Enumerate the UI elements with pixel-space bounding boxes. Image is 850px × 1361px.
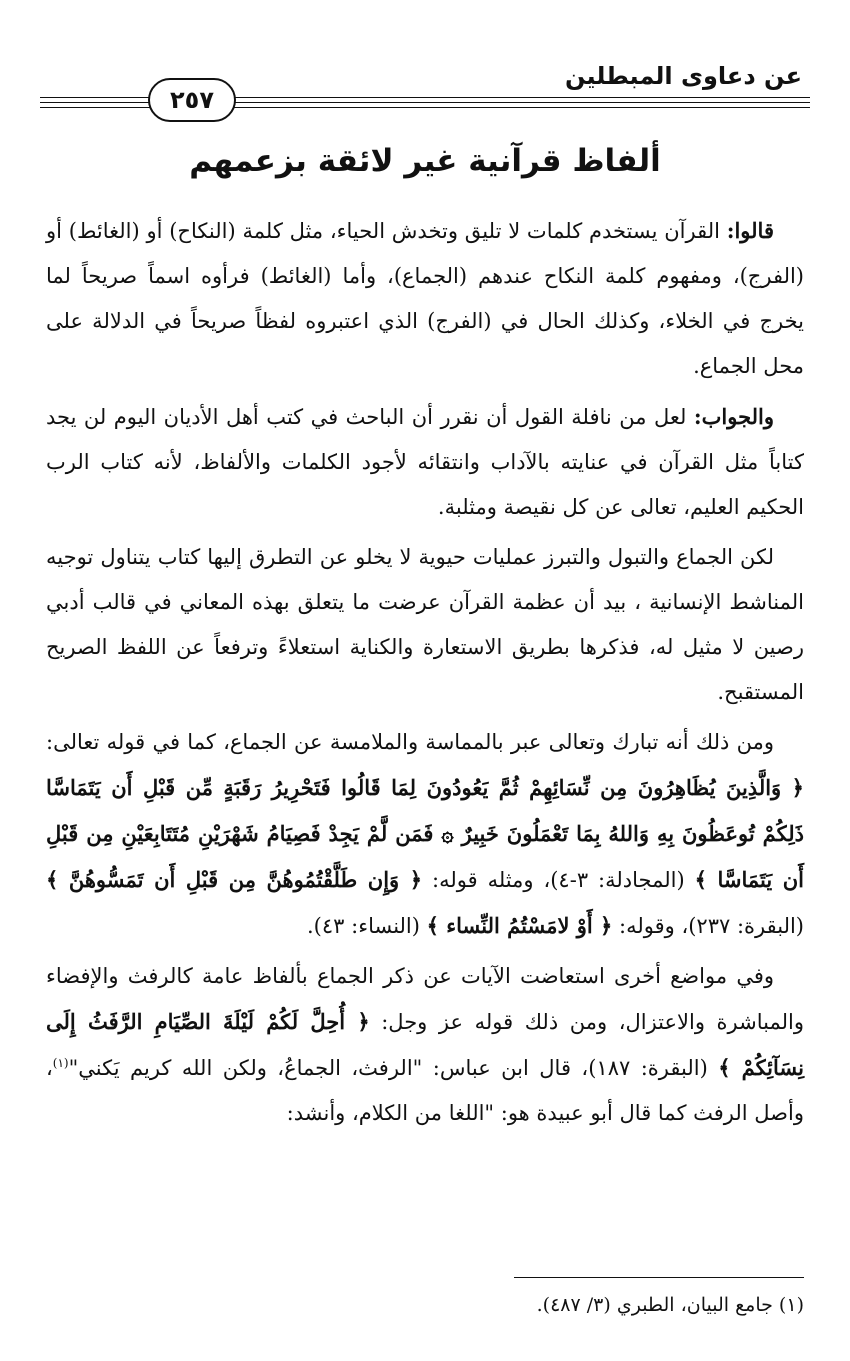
citation-text: (البقرة: ٢٣٧)، وقوله:: [612, 914, 804, 938]
paragraph-1: [46, 208, 804, 389]
paragraph-text: لكن الجماع والتبول والتبرز عمليات حيوية لا يخلو عن التطرق إليها كتاب يتناول توجيه المناشط الإنسانية ، بيد أن عظمة القرآن عرضت ما يتعلق بهذه المعاني في قالب أدبي رصين لا مثيل له، فذكرها بطريق الاستعارة والكناية استعلاءً وترفعاً عن اللفظ الصريح المستقبح.: [46, 545, 804, 704]
footnote-separator: [514, 1277, 804, 1278]
quran-quote: ﴿ وَإِن طَلَّقْتُمُوهُنَّ مِن قَبْلِ أَن تَمَسُّوهُنَّ ﴾: [46, 867, 423, 892]
paragraph-lead: والجواب:: [693, 404, 774, 429]
quran-quote: ﴿ أَوْ لامَسْتُمُ النِّساء ﴾: [426, 913, 613, 938]
paragraph-lead: قالوا:: [726, 218, 774, 243]
section-title: ألفاظ قرآنية غير لائقة بزعمهم: [189, 143, 661, 179]
footnote-reference: (١): [52, 1056, 69, 1070]
page-number-badge: ٢٥٧: [148, 78, 236, 122]
footnote: (١) جامع البيان، الطبري (٣/ ٤٨٧).: [536, 1294, 804, 1316]
citation-text: (المجادلة: ٣-٤)، ومثله قوله:: [422, 868, 695, 892]
citation-text: (البقرة: ١٨٧)، قال ابن عباس: "الرفث، الجماعُ، ولكن الله كريم يَكني": [68, 1056, 719, 1080]
running-header-title: عن دعاوى المبطلين: [564, 62, 802, 90]
paragraph-text: القرآن يستخدم كلمات لا تليق وتخدش الحياء، مثل كلمة (النكاح) أو (الغائط) أو (الفرج)، ومفهوم كلمة النكاح عندهم (الجماع)، وأما (الغائط) فرأوه اسماً صريحاً لما يخرج في الخلاء، وكذلك الحال في (الفرج) الذي اعتبروه لفظاً صريحاً في الدلالة على محل الجماع.: [46, 219, 804, 378]
body-text: [46, 208, 804, 1141]
paragraph-text: لعل من نافلة القول أن نقرر أن الباحث في كتب أهل الأديان اليوم لن يجد كتاباً مثل القرآن في عنايته بالآداب وانتقائه لأجود الكلمات والألفاظ، لأنه كتاب الرب الحكيم العليم، تعالى عن كل نقيصة ومثلبة.: [46, 405, 804, 519]
paragraph-3: [46, 535, 804, 715]
paragraph-5: [46, 954, 804, 1136]
paragraph-text: ، وأصل الرفث كما قال أبو عبيدة هو: "اللغا من الكلام، وأنشد:: [46, 1056, 804, 1125]
paragraph-2: [46, 394, 804, 530]
citation-text: (النساء: ٤٣).: [307, 914, 427, 938]
paragraph-text: وفي مواضع أخرى استعاضت الآيات عن ذكر الجماع بألفاظ عامة كالرفث والإفضاء والمباشرة والاعتزال، ومن ذلك قوله عز وجل:: [46, 964, 804, 1034]
quran-quote: ﴿ أُحِلَّ لَكُمْ لَيْلَةَ الصِّيَامِ الرَّفَثُ إِلَى نِسَآئِكُمْ ﴾: [46, 1009, 805, 1080]
paragraph-4: [46, 720, 804, 949]
quran-quote: ﴿ وَالَّذِينَ يُظَاهِرُونَ مِن نِّسَائِهِمْ ثُمَّ يَعُودُونَ لِمَا قَالُوا فَتَحْرِيرُ رَقَبَةٍ مِّن قَبْلِ أَن يَتَمَاسَّا ذَلِكُمْ تُوعَظُونَ بِهِ وَاللهُ بِمَا تَعْمَلُونَ خَبِيرٌ ۞ فَمَن لَّمْ يَجِدْ فَصِيَامُ شَهْرَيْنِ مُتَتَابِعَيْنِ مِن قَبْلِ أَن يَتَمَاسَّا ﴾: [46, 775, 804, 892]
paragraph-text: ومن ذلك أنه تبارك وتعالى عبر بالمماسة والملامسة عن الجماع، كما في قوله تعالى:: [46, 730, 774, 754]
